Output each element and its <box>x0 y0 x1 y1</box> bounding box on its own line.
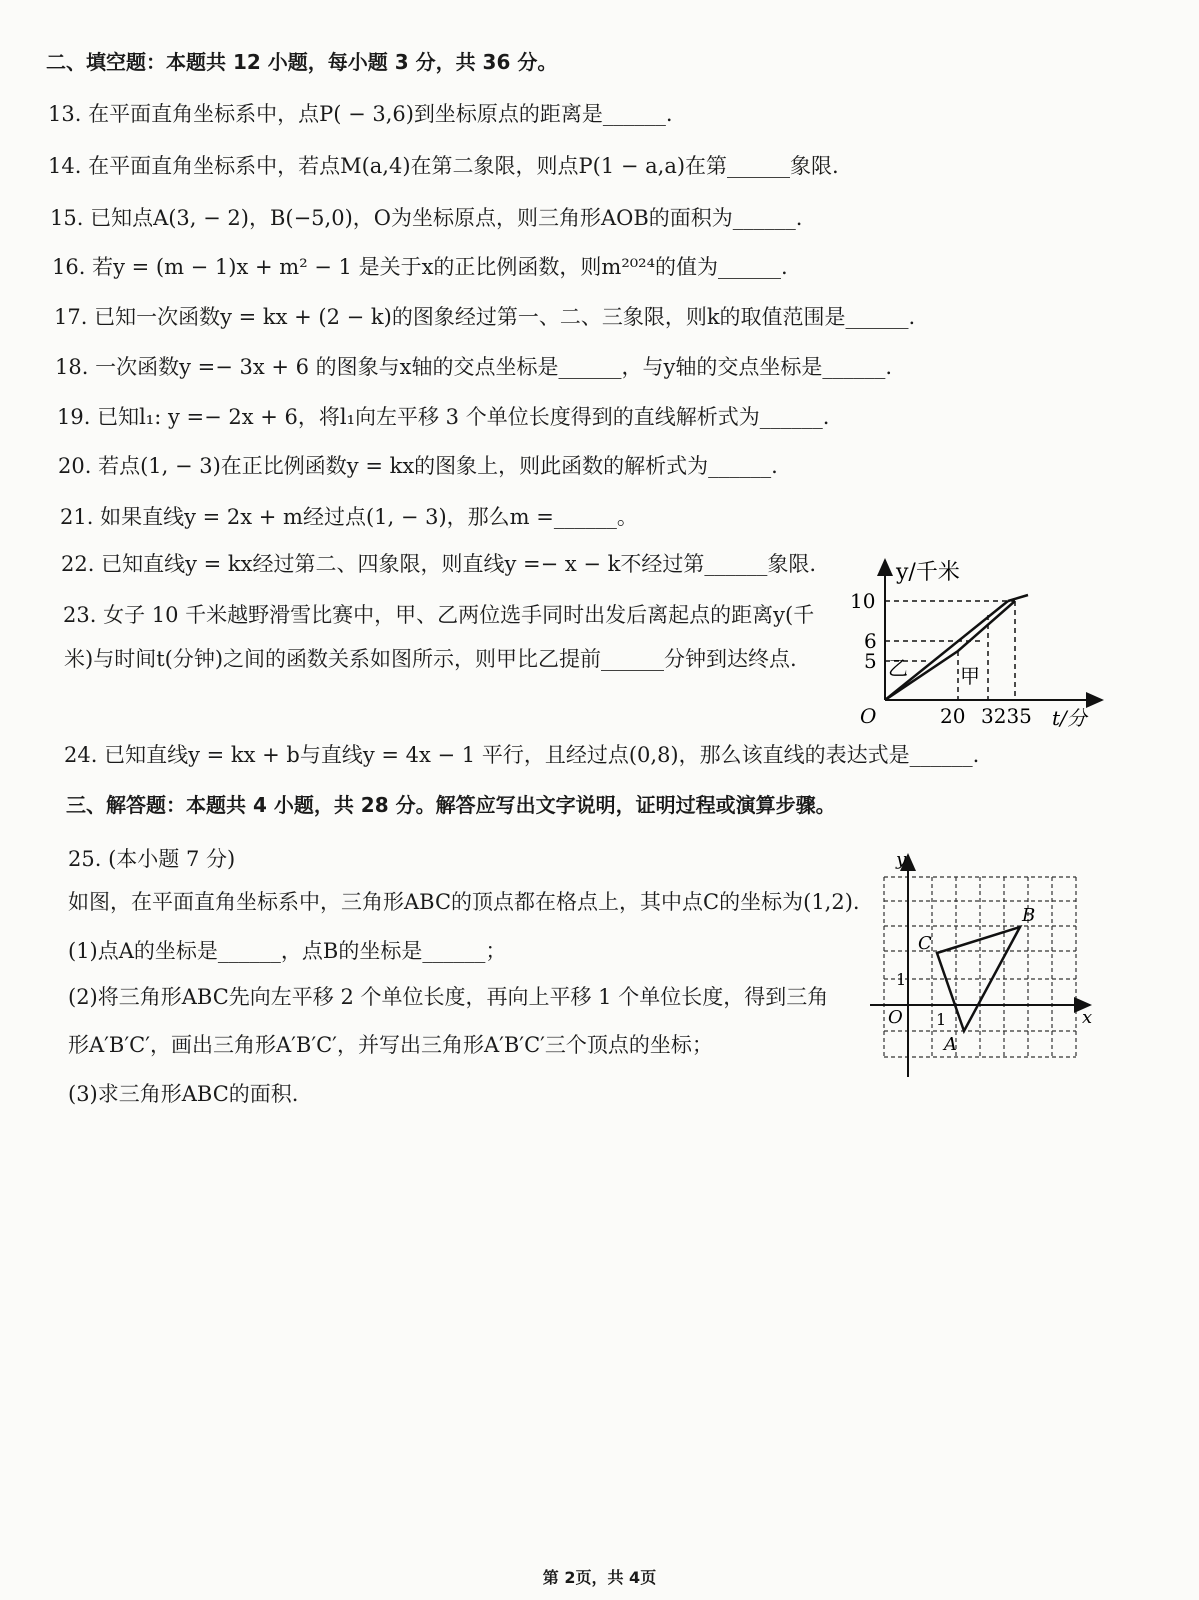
label-yi: 乙 <box>888 656 908 680</box>
question-25-stem: 如图，在平面直角坐标系中，三角形ABC的顶点都在格点上，其中点C的坐标为(1,2). <box>68 890 860 914</box>
question-22: 22. 已知直线y = kx经过第二、四象限，则直线y =− x − k不经过第______象限. <box>61 552 817 576</box>
question-14: 14. 在平面直角坐标系中，若点M(a,4)在第二象限，则点P(1 − a,a)在第______象限. <box>48 154 839 178</box>
line-extension <box>1008 595 1028 601</box>
t-tick-20: 20 <box>940 704 966 728</box>
x-tick-1: 1 <box>936 1010 947 1029</box>
question-25-part2-line2: 形A′B′C′，画出三角形A′B′C′，并写出三角形A′B′C′三个顶点的坐标； <box>68 1033 713 1057</box>
section3-title: 三、解答题：本题共 4 小题，共 28 分。解答应写出文字说明，证明过程或演算步骤。 <box>66 793 836 817</box>
point-b-label: B <box>1022 905 1036 926</box>
point-a-label: A <box>944 1034 957 1055</box>
label-jia: 甲 <box>960 664 980 688</box>
y-tick-6: 6 <box>864 629 877 653</box>
y-tick-1: 1 <box>896 970 907 989</box>
question-25-part3: (3)求三角形ABC的面积. <box>68 1082 299 1106</box>
distance-time-graph <box>840 545 1110 740</box>
question-21: 21. 如果直线y = 2x + m经过点(1, − 3)，那么m =______。 <box>60 505 638 529</box>
question-23-line2: 米)与时间t(分钟)之间的函数关系如图所示，则甲比乙提前______分钟到达终点. <box>64 647 797 671</box>
y-axis-label: y <box>896 849 907 870</box>
y-axis-label: y/千米 <box>896 560 960 585</box>
grid-lines <box>884 877 1076 1057</box>
y-tick-5: 5 <box>864 649 877 673</box>
question-25-header: 25. (本小题 7 分) <box>68 847 236 871</box>
origin-label: O <box>860 704 877 728</box>
question-19: 19. 已知l₁: y =− 2x + 6，将l₁向左平移 3 个单位长度得到的直线解析式为______. <box>57 405 830 429</box>
line-jia <box>885 601 1008 700</box>
x-axis-label: x <box>1082 1007 1093 1028</box>
t-tick-3235: 3235 <box>981 704 1032 728</box>
origin-label: O <box>888 1007 903 1028</box>
page-footer: 第 2页，共 4页 <box>542 1568 657 1587</box>
section2-title: 二、填空题：本题共 12 小题，每小题 3 分，共 36 分。 <box>46 50 558 74</box>
triangle-grid-graph <box>862 845 1102 1085</box>
question-24: 24. 已知直线y = kx + b与直线y = 4x − 1 平行，且经过点(0,8)，那么该直线的表达式是______. <box>64 743 980 767</box>
question-25-part1: (1)点A的坐标是______，点B的坐标是______； <box>68 939 507 963</box>
question-23-line1: 23. 女子 10 千米越野滑雪比赛中，甲、乙两位选手同时出发后离起点的距离y(千 <box>63 603 815 627</box>
question-13: 13. 在平面直角坐标系中，点P( − 3,6)到坐标原点的距离是______. <box>48 102 673 126</box>
question-25-part2-line1: (2)将三角形ABC先向左平移 2 个单位长度，再向上平移 1 个单位长度，得到三角 <box>68 985 829 1009</box>
question-16: 16. 若y = (m − 1)x + m² − 1 是关于x的正比例函数，则m²⁰²⁴的值为______. <box>52 255 788 279</box>
question-20: 20. 若点(1, − 3)在正比例函数y = kx的图象上，则此函数的解析式为______. <box>58 454 778 478</box>
question-18: 18. 一次函数y =− 3x + 6 的图象与x轴的交点坐标是______，与y轴的交点坐标是______. <box>55 355 893 379</box>
point-c-label: C <box>918 933 932 954</box>
question-17: 17. 已知一次函数y = kx + (2 − k)的图象经过第一、二、三象限，则k的取值范围是______. <box>54 305 916 329</box>
y-tick-10: 10 <box>850 589 876 613</box>
t-axis-label: t/分 <box>1052 706 1087 730</box>
question-15: 15. 已知点A(3, − 2)，B(−5,0)，O为坐标原点，则三角形AOB的面积为______. <box>50 206 803 230</box>
